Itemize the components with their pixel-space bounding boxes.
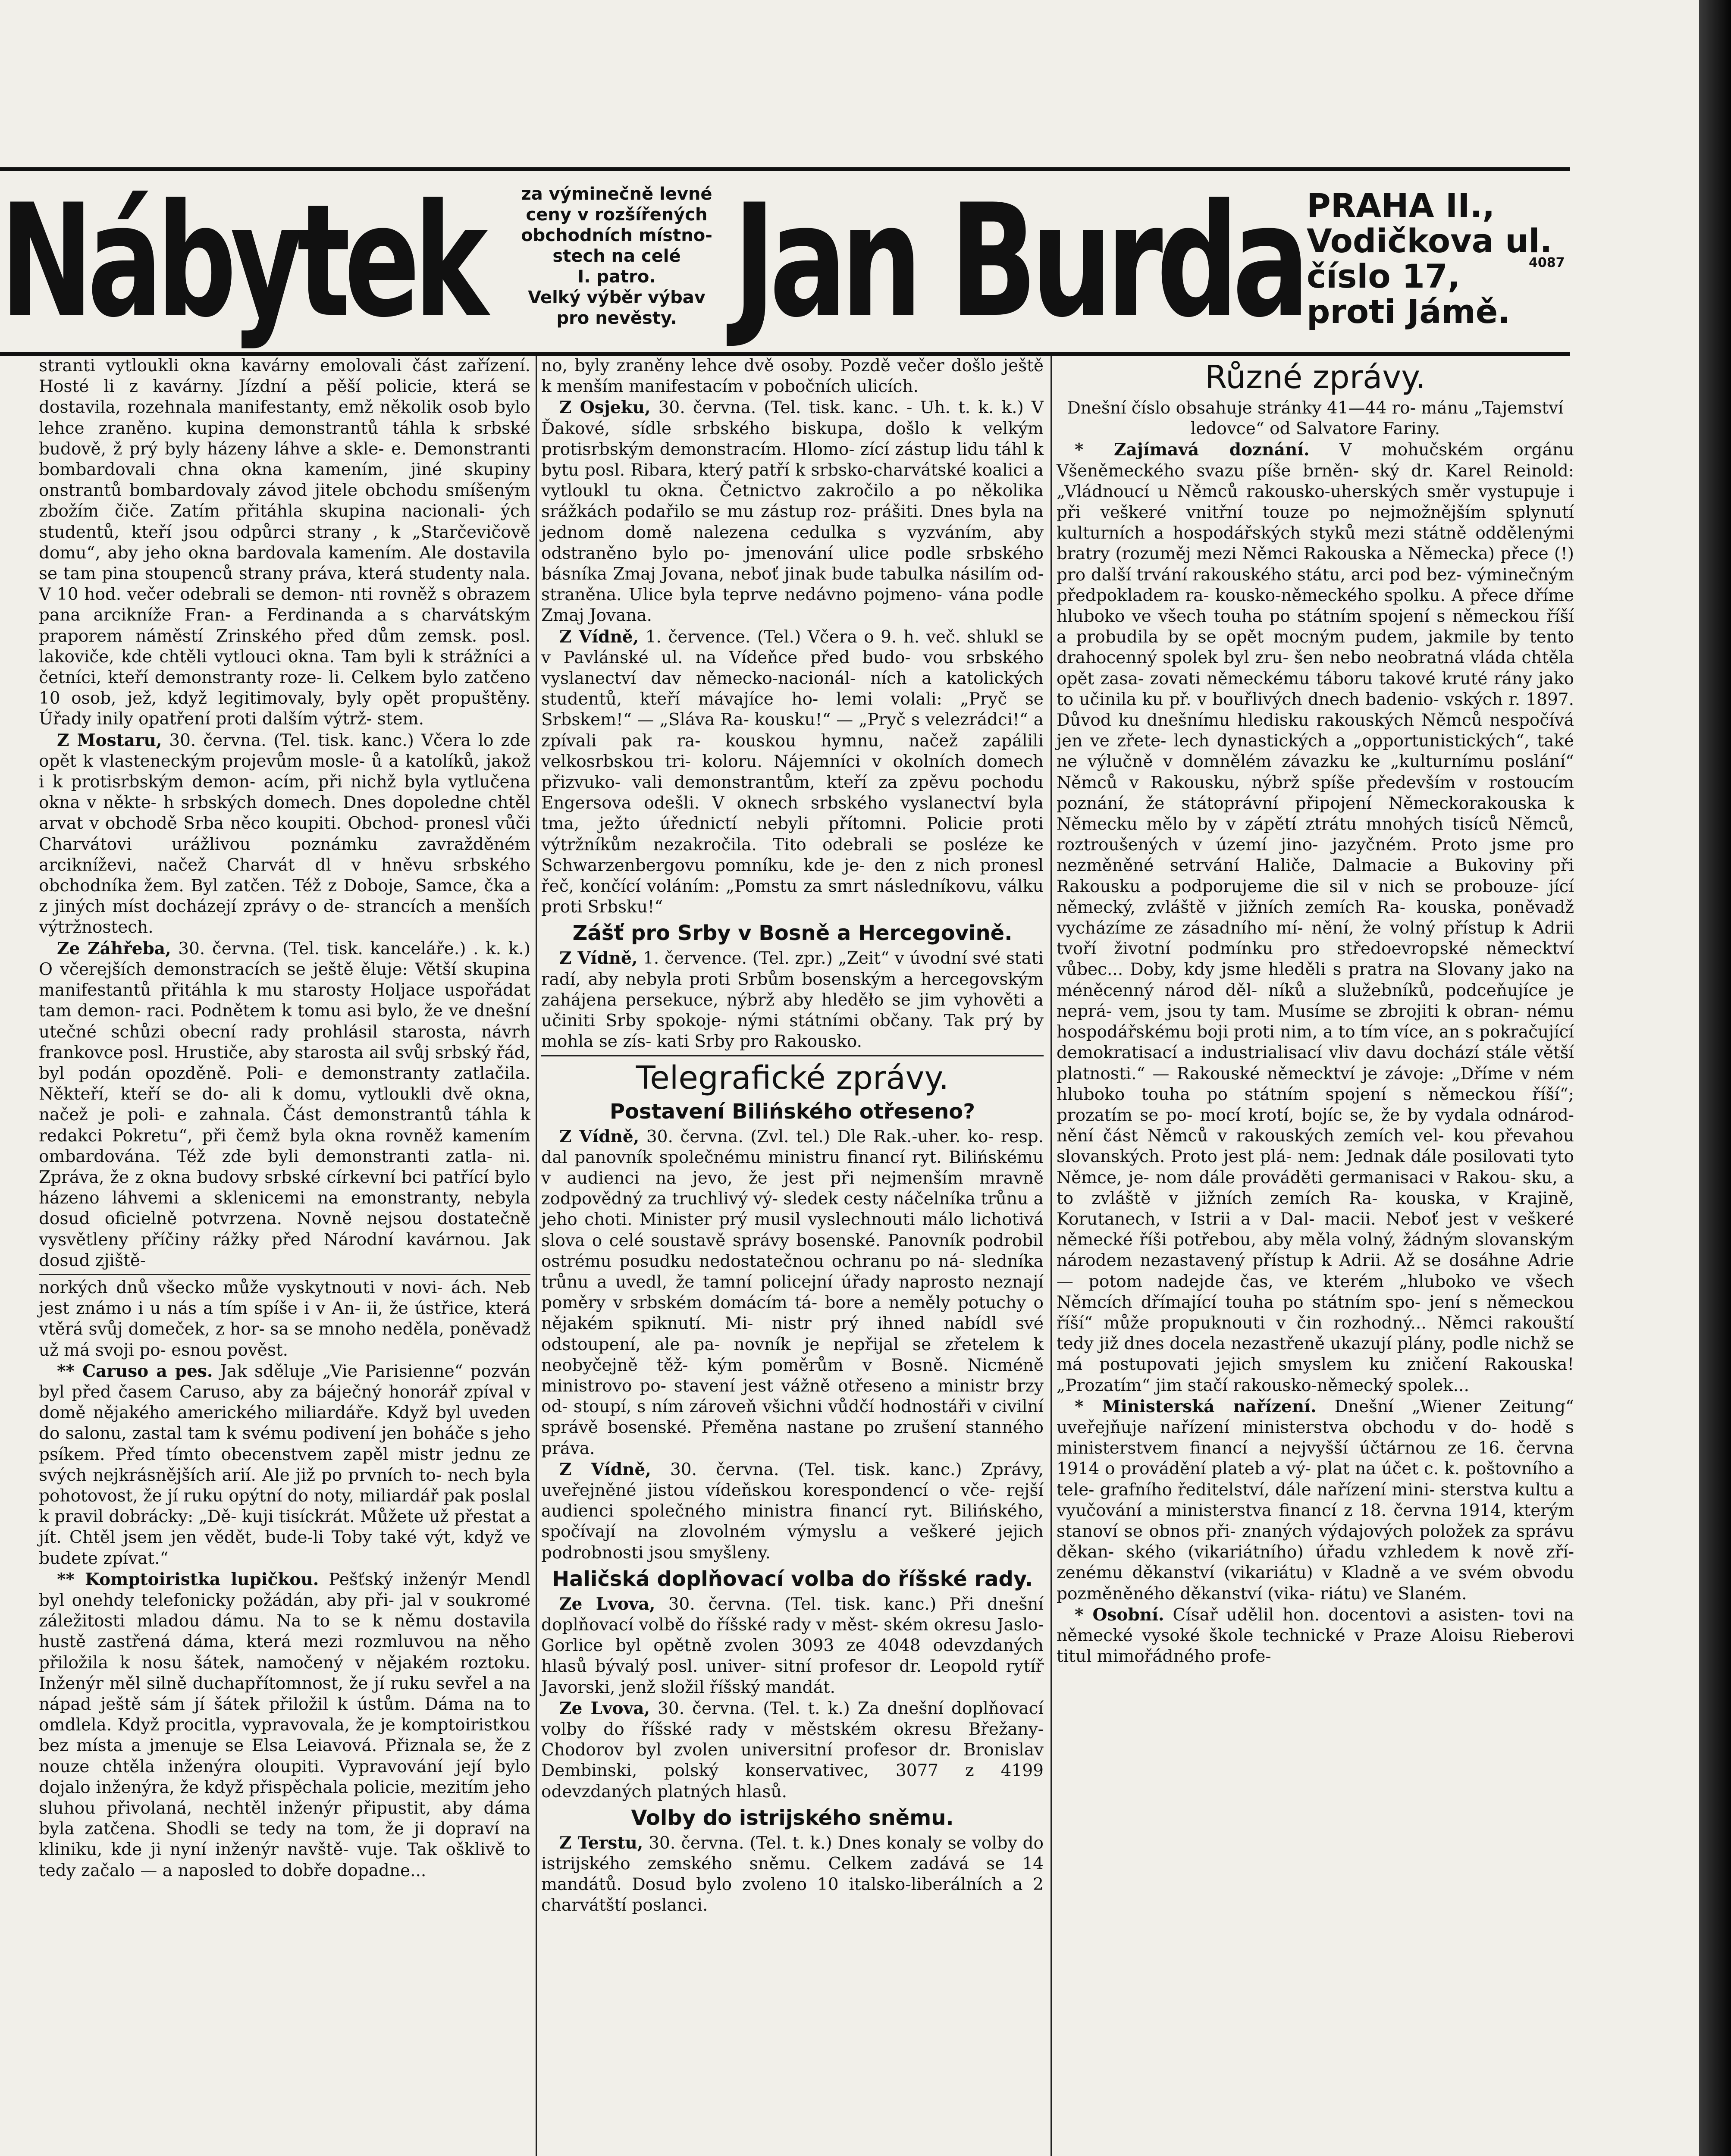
article-text: 30. června. (Tel. tisk. kanceláře.) . k. k.) O včerejších demonstracích se ještě ěluje: Větší skupina manifestantů přitáhla k mu starosty Holjace uspořádat tam demon- raci. Podnětem k tomu asi bylo, že ve dnešní utečné schůzi obecní rady prohlásil starosta, návrh frankovce posl. Hrustiče, aby starosta ail svůj srbský řád, byl podán opozděně. Poli- e demonstranty zatlačila. Někteří, kteří se do- ali k domu, vytloukli dvě okna, načež je poli- e zahnala. Část demonstrantů táhla k redakci Pokretu“, při čemž byla okna rovněž kamením ombardována. Též zde byli demonstranti zatla- ni. Zpráva, že z okna budovy srbské církevní bci patřící bylo házeno láhvemi a sklenicemi na emonstranty, nebyla dosud oficielně potvrzena. Novně nejsou dostatečně vysvětleny příčiny rážky před Národní kavárnou. Jak dosud zjiště- (39, 939, 530, 1270)
article-paragraph: norkých dnů všecko může vyskytnouti v novi- ách. Neb jest známo i u nás a tím spíše i v An- ii, že ústřice, která vtěrá svůj domeček, z hor- sa se mnoho neděla, poněvadž už má svoji po- esnou pověst. (39, 1278, 530, 1360)
column-1 (39, 356, 530, 2156)
ad-number: 4087 (1529, 255, 1565, 270)
article-paragraph (541, 1833, 1044, 1916)
item-heading: ** Komptoiristka lupičkou. (57, 1569, 319, 1589)
article-paragraph: no, byly zraněny lehce dvě osoby. Pozdě večer došlo ještě k menším manifestacím v pobočních ulicích. (541, 356, 1044, 397)
ad-headline-company: Jan Burda (733, 171, 1304, 351)
article-paragraph (541, 1698, 1044, 1802)
item-heading: * Zajímavá doznání. (1075, 440, 1310, 460)
item-heading: * Ministerská nařízení. (1075, 1396, 1317, 1416)
dateline: Z Terstu, (559, 1833, 643, 1853)
article-text: 30. června. (Tel. tisk. kanc.) Zprávy, uveřejněné jistou vídeňskou korespondencí o vče- rejší audienci společného ministra financí ryt. Bilińského, spočívají na zlovolném výmyslu a veškeré jejich podrobnosti jsou smyšleny. (541, 1460, 1044, 1563)
article-paragraph (39, 1361, 530, 1569)
dateline: Ze Lvova, (559, 1698, 650, 1718)
article-text: Jak sděluje „Vie Parisienne“ pozván byl před časem Caruso, aby za báječný honorář zpíval v domě nějakého amerického miliardáře. Když byl uveden do salonu, zastal tam k svému podivení jen boháče s jeho psíkem. Před tímto obecenstvem zapěl mistr jednu ze svých nejkrásnějších arií. Ale již po prvních to- nech byla pohotovost, že jí ruku opýtní do noty, miliardář pak poslal k pravil dobrácky: „Dě- kuji tisíckrát. Můžete už přestat a jít. Chtěl jsem jen vědět, bude-li Toby také výt, když ve budete zpívat.“ (39, 1361, 531, 1568)
article-paragraph: Dnešní číslo obsahuje stránky 41—44 ro- mánu „Tajemství ledovce“ od Salvatore Fariny. (1067, 398, 1564, 439)
article-paragraph (541, 627, 1044, 918)
article-text: Císař udělil hon. docentovi a asisten- tovi na německé vysoké škole technické v Praze Aloisu Rieberovi titul mimořádného profe- (1057, 1605, 1574, 1667)
dateline: Z Vídně, (559, 1459, 651, 1479)
dateline: Z Vídně, (559, 1126, 640, 1147)
article-paragraph (541, 1594, 1044, 1698)
article-text: 30. června. (Tel. t. k.) Za dnešní doplňovací volby do říšské rady v městském okresu Břežany-Chodorov byl zvolen universitní profesor dr. Bronislav Dembinski, polský konservativec, 3077 z 4199 odevzdaných platných hlasů. (541, 1698, 1044, 1802)
article-paragraph (541, 948, 1044, 1052)
ad-small-text: za výminečně levné ceny v rozšířených obchodních místno- stech na celé I. patro. Velký výběr výbav pro nevěsty. (521, 184, 712, 328)
article-paragraph (1057, 439, 1574, 1396)
article-paragraph: stranti vytloukli okna kavárny emolovali část zařízení. Hosté li z kavárny. Jízdní a pěší policie, která se dostavila, rozehnala manifestanty, emž několik osob bylo lehce zraněno. kupina demonstrantů táhla k srbské budově, ž prý byly házeny láhve a skle- e. Demonstranti bombardovali chna okna kamením, jiné skupiny onstrantů bombardovaly závod jitele obchodu smíšeným zbožím čiče. Zatím přitáhla skupina nacionali- ých studentů, kteří jsou odpůrci strany , k „Starčevičově domu“, aby jeho okna bardovala kamením. Ale dostavila se tam pina stoupenců strany práva, která studenty nala. V 10 hod. večer odebrali se demon- nti rovněž s obrazem pana arcikníže Fran- a Ferdinanda a s charvátským praporem náměstí Zrinského před dům zemsk. posl. lakoviče, kde chtěli vytlouci okna. Tam byli k strážníci a četníci, kteří demonstranty roze- li. Celkem bylo zatčeno 10 osob, jež, když legitimovaly, byly opět propuštěny. Úřady inily opatření proti dalším výtrž- stem. (39, 356, 530, 729)
article-text: 30. června. (Tel. tisk. kanc. - Uh. t. k. k.) V Ďakové, sídle srbského biskupa, došlo k velkým protisrbským demonstracím. Hlomo- zící zástup lidu táhl k bytu posl. Ribara, který patří k srbsko-charvátské koalici a vytloukl tu okna. Četnictvo zakročilo a po několika srážkách podařilo se mu zástup roz- prášiti. Dnes byla na jednom domě nalezena cedulka s vyzváním, aby odstraněno bylo po- jmenování ulice podle srbského básníka Zmaj Jovana, neboť jinak bude tabulka násilím od- straněna. Ulice byla teprve nedávno pojmeno- vána podle Zmaj Jovana. (541, 398, 1044, 626)
section-heading: Telegrafické zprávy. (636, 1059, 949, 1097)
article-text: 1. července. (Tel. zpr.) „Zeit“ v úvodní své stati radí, aby nebyla proti Srbům bosenským a hercegovským zahájena persekuce, nýbrž aby hleděło se jim vyhověti a učiniti Srby spokoje- nými státními občany. Tak prý by mohla se zís- kati Srby pro Rakousko. (541, 949, 1044, 1052)
article-heading: Postavení Bilińského otřeseno? (609, 1099, 975, 1124)
ad-headline-furniture: Nábytek (0, 171, 482, 351)
article-text: 30. června. (Tel. tisk. kanc.) Včera lo zde opět k vlasteneckým projevům mosle- ů a katolíků, jakož i k protisrbským demon- acím, při nichž byla vytlučena okna v někte- h srbských domech. Dnes dopoledne chtěl arvat v obchodě Srba něco koupiti. Obchod- pronesl vůči Charvátovi urážlivou poznámku zavražděném arcikníževi, načež Charvát dl v hněvu srbského obchodníka žem. Byl zatčen. Též z Doboje, Samce, čka a z jiných míst docházejí zprávy o de- strancích a menších výtržnostech. (39, 730, 530, 937)
article-paragraph (541, 1126, 1044, 1459)
top-advertisement (0, 167, 1570, 356)
ad-address: PRAHA II., Vodičkova ul. číslo 17, proti Jámě. (1307, 186, 1552, 331)
dateline: Z Osjeku, (559, 398, 651, 418)
column-rule (536, 356, 537, 2156)
column-3 (1057, 356, 1574, 2156)
section-divider (39, 1274, 530, 1275)
article-text: 1. července. (Tel.) Včera o 9. h. več. shlukl se v Pavlánské ul. na Vídeňce před budo- vou srbského vyslanectví dav německo-nacionál- ních a katolických studentů, kteří mávajíce ho- lemi volali: „Pryč se Srbskem!“ — „Sláva Ra- kousku!“ — „Pryč s velezrádci!“ a zpívali pak ra- kouskou hymnu, načež zapálili velkosrbskou tri- koloru. Nájemníci v okolních domech přizvuko- vali demonstrantům, kteří za zpěvu pochodu Engersova odešli. V oknech srbského vyslanectví byla tma, ježto úřednictí nebyli přítomni. Policie proti výtržníkům nezakročila. Tito odebrali se posléze ke Schwarzenbergovu pomníku, kde je- den z nich pronesl řeč, končící voláním: „Pomstu za smrt následníkovu, válku proti Srbsku!“ (541, 627, 1044, 917)
article-heading: Volby do istrijského sněmu. (631, 1805, 954, 1830)
article-paragraph (541, 397, 1044, 626)
dateline: Ze Lvova, (559, 1594, 655, 1614)
article-paragraph (39, 1569, 530, 1881)
article-paragraph (1057, 1604, 1574, 1667)
section-heading: Různé zprávy. (1205, 359, 1426, 396)
dateline: Z Mostaru, (57, 730, 162, 750)
item-heading: * Osobní. (1075, 1604, 1164, 1625)
article-text: V mohučském orgánu Všeněmeckého svazu píše brněn- ský dr. Karel Reinold: „Vládnoucí u Němců rakousko-uherských směr vystupuje i při veškeré vnitřní touze po nejmožnějším splynutí kulturních a hospodářských styků mezi státně oddělenými bratry (rozuměj mezi Němci Rakouska a Německa) přece (!) pro další trvání rakouského státu, arci pod bez- výminečným předpokladem ra- kousko-německého spolku. A přece dříme hluboko ve všech touha po státním spojení s německou říší a probudila by se opět mocným pudem, jakmile by tento drahocenný spolek byl zru- šen nebo neobratná vláda chtěla opět zasa- zovati německému táboru takové kruté rány jako to učinila ku př. v bouřlivých dnech badenio- vských r. 1897. Důvod ku dnešnímu hledisku rakouských Němců nespočívá jen ve zřete- lech dynastických a „opportunistických“, také ne výlučně v domnělém závazku ke „kulturnímu poslání“ Němců v Rakousku, nýbrž spíše především v rostoucím poznání, že státoprávní připojení Německorakouska k Německu mělo by v zápětí ztrátu mnohých tisíců Němců, roztroušených v území jino- jazyčném. Proto jsme pro nezměněné setrvání Haliče, Dalmacie a Bukoviny při Rakousku a podporujeme die sil v nich se probouze- jící německý, zvláště v jižních zemích Ra- kouska, poněvadž vycházíme ze zásadního mí- nění, že volný přístup k Adrii tvoří životní podmínku pro středoevropské německtví vůbec... Doby, kdy jsme hleděli s pratra na Slovany jako na méněcenný národ děl- níků a služebníků, podceňujíce je neprá- vem, jsou ty tam. Musíme se zbrojiti k obran- nému hospodářskému boji proti nim, a to tím více, an s pokračující demokratisací a industrialisací vliv davu dochází stále větší platnosti.“ — Rakouské německtví je závoje: „Dříme v ném hluboko touha po státním spojení s německou říší“; prozatím se po- mocí krotí, bojíc se, že by vydala odnárod- nění část Němců v rakouských zemích vel- kou převahou slovanských. Proto jest plá- nem: Jednak dále posilovati tyto Němce, je- nom dále prováděti germanisaci v Rakou- sku, a to zvláště v jižních zemích Ra- kouska, v Krajině, Korutanech, v Istrii a v Dal- macii. Neboť jest v veškeré německé říši potřebou, aby měla volný, žádným slovanským národem nezastavený přístup k Adrii. Až se dosáhne Adrie — potom nadejde čas, ve kterém „hluboko ve všech Němcích dřímající touha po státním spo- jení s německou říší“ může propuknouti v čin rozhodný... Němci rakouští tedy již dnes docela nezastřeně ukazují plány, podle nichž se má postupovati jejich smyslem ku zničení Rakouska! „Prozatím“ jim stačí rakousko-německý spolek... (1057, 440, 1574, 1395)
article-text: 30. června. (Tel. t. k.) Dnes konaly se volby do istrijského zemského sněmu. Celkem zadává se 14 mandátů. Dosud bylo zvoleno 10 italsko-liberálních a 2 charvátští poslanci. (541, 1833, 1044, 1915)
column-2 (541, 356, 1044, 2156)
dateline: Z Vídně, (559, 948, 638, 968)
dateline: Z Vídně, (559, 627, 639, 647)
item-heading: ** Caruso a pes. (57, 1361, 213, 1381)
article-text: 30. června. (Tel. tisk. kanc.) Při dnešní doplňovací volbě do říšské rady v měst- ském okresu Jaslo-Gorlice byl opětně zvolen 3093 ze 4048 odevzdaných hlasů bývalý posl. univer- sitní profesor dr. Leopold rytíř Javorski, jenž složil říšský mandát. (541, 1594, 1044, 1697)
article-text: 30. června. (Zvl. tel.) Dle Rak.-uher. ko- resp. dal panovník společnému ministru financí ryt. Bilińskému v audienci na jevo, že jest při nejmenším mravně zodpovědný za truchlivý vý- sledek cesty náčelníka trůnu a jeho choti. Minister prý musil vyslechnouti málo lichotivá slova o celé soustavě správy bosenské. Panovník podrobil ostrému posudku nedostatečnou ochranu po ná- sledníka trůnu a uvedl, že tamní policejní úřady naprosto neznají poměry v srbském domácím tá- bore a neměly potuchy o nějakém spiknutí. Mi- nistr prý ihned nabídl své odstoupení, ale pa- novník je nepřijal se zřetelem k neobyčejně těž- kým poměrům v Bosně. Nicméně ministrovo po- stavení jest vážně otřeseno a ministr brzy od- stoupí, s ním zároveň všichni vůdčí hodnostáři v civilní správě bosenské. Přeměna nastane po zrušení stanného práva. (541, 1127, 1044, 1458)
article-paragraph (541, 1459, 1044, 1564)
section-divider (541, 1055, 1044, 1056)
article-paragraph (39, 730, 530, 938)
article-paragraph (39, 938, 530, 1271)
article-heading: Haličská doplňovací volba do říšské rady. (552, 1567, 1033, 1591)
article-paragraph (1057, 1396, 1574, 1604)
dateline: Ze Záhřeba, (57, 938, 171, 959)
article-heading: Zášť pro Srby v Bosně a Hercegovině. (572, 921, 1013, 946)
column-rule (1051, 356, 1052, 2156)
article-text: Dnešní „Wiener Zeitung“ uveřejňuje nařízení ministerstva obchodu v do- hodě s ministerstvem financí a nejvyšší účtárnou ze 16. června 1914 o provádění plateb a vý- plat na účet c. k. poštovního a tele- grafního ředitelství, dále nařízení mini- sterstva kultu a vyučování a ministerstva financí z 18. června 1914, kterým stanoví se obnos při- znaných výdajových položek za správu děkan- ského (vikariátního) úřadu vzhledem k nově zří- zenému děkanství (vikariátu) v Kladně a ve svém obvodu pozměněného děkanství (vika- riátu) ve Slaném. (1057, 1397, 1574, 1604)
article-text: Pešťský inženýr Mendl byl onehdy telefonicky požádán, aby při- jal v soukromé záležitosti mladou dámu. Na to se k němu dostavila hustě zastřená dáma, která mezi rozmluvou na něho přiložila k nosu šátek, namočený v nějakém roztoku. Inženýr měl silně duchapřítomnost, že jí ruku sevřel a na nápad ještě sám jí šátek přiložil k ústům. Dáma na to omdlela. Když procitla, vypravovala, že je komptoiristkou bez místa a jmenuje se Elsa Leiavová. Přiznala se, že z nouze chtěla inženýra oloupiti. Vypravování její bylo dojalo inženýra, že když přispěchala policie, mezitím jeho sluhou přivolaná, nechtěl inženýr připustit, aby dáma byla zatčena. Shodli se tedy na tom, že ji dopraví na kliniku, kde ji nyní inženýr navště- vuje. Tak ošklivě to tedy začalo — a naposled to dobře dopadne... (39, 1570, 530, 1880)
scan-edge (1699, 0, 1731, 2156)
